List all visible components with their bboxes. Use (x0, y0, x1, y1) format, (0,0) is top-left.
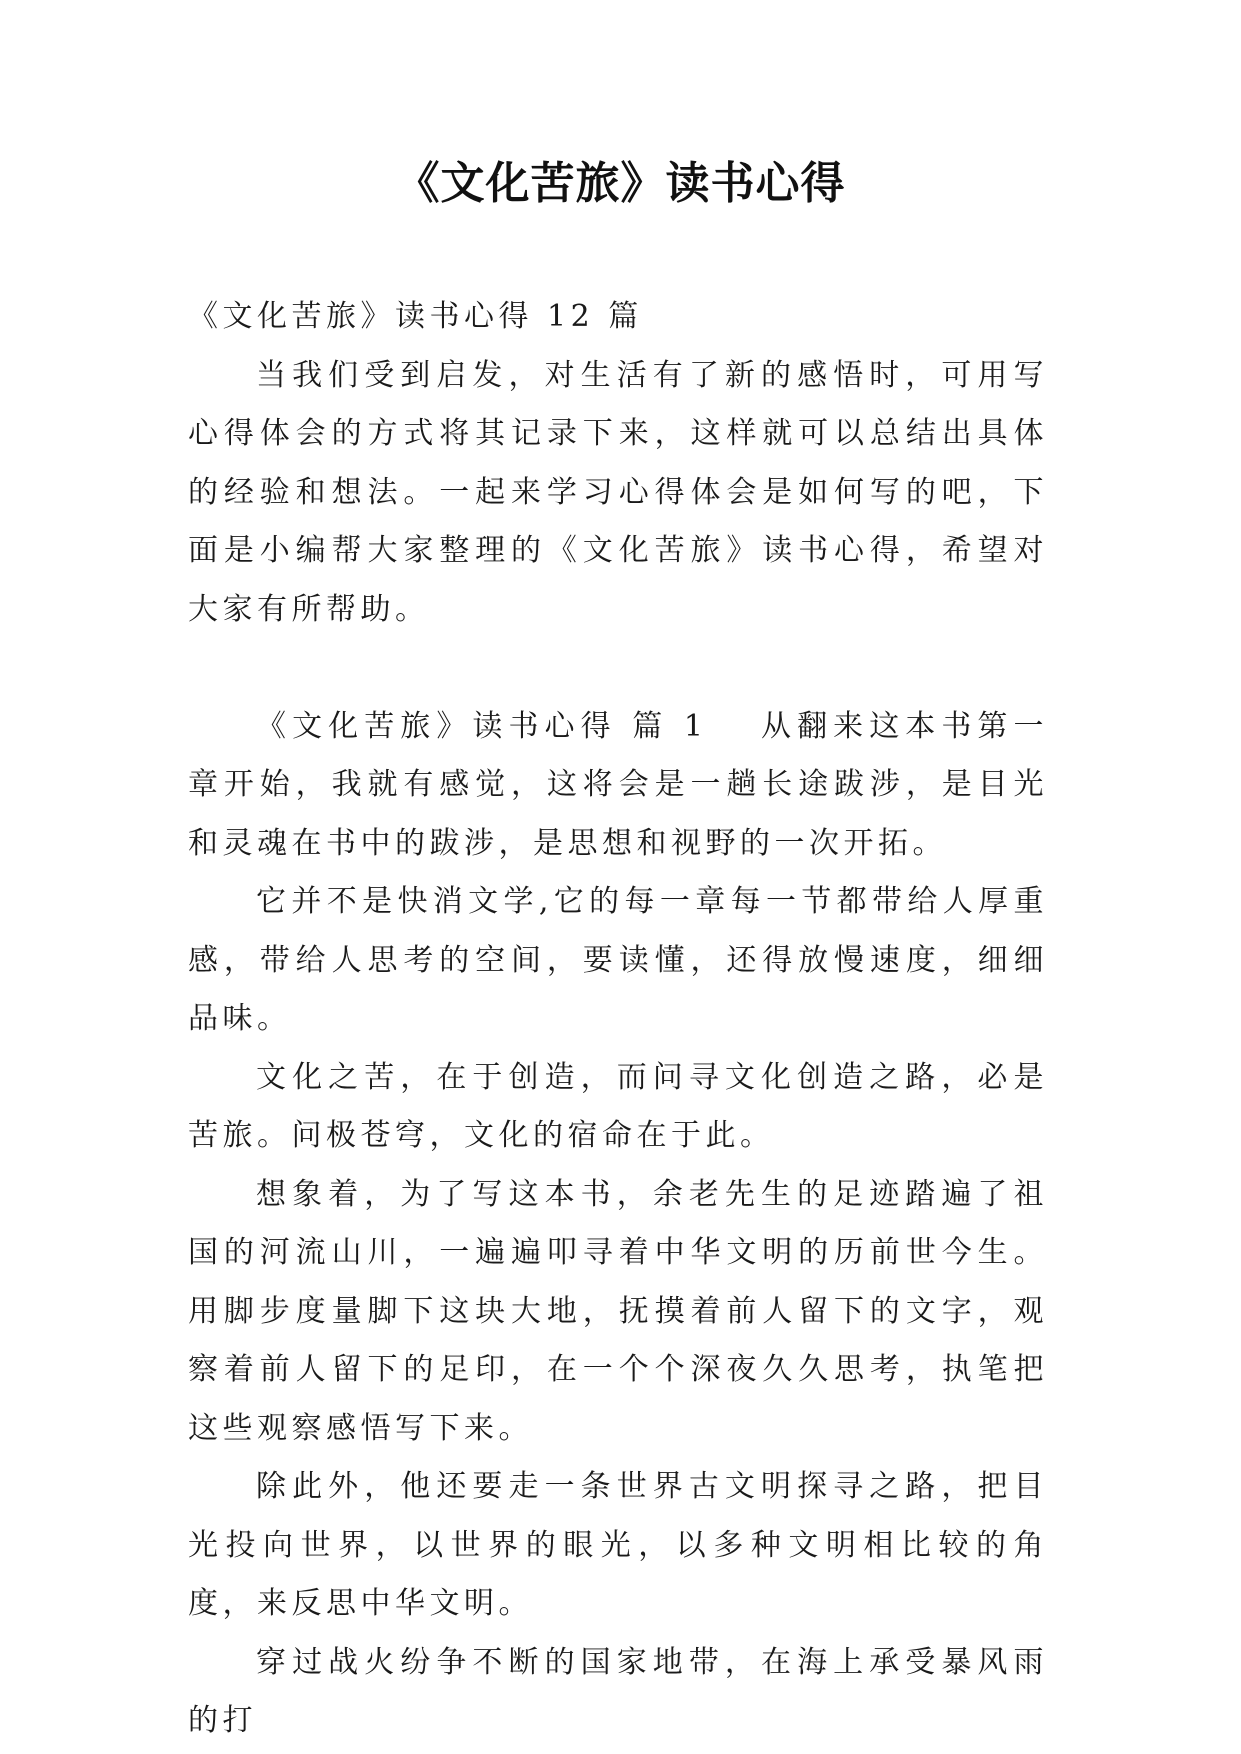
body-paragraph: 它并不是快消文学,它的每一章每一节都带给人厚重感，带给人思考的空间，要读懂，还得放慢速度，细细品味。 (188, 884, 1048, 1036)
document-subtitle: 《文化苦旅》读书心得 12 篇 (188, 299, 643, 334)
intro-paragraph: 当我们受到启发，对生活有了新的感悟时，可用写心得体会的方式将其记录下来，这样就可以总结出具体的经验和想法。一起来学习心得体会是如何写的吧，下面是小编帮大家整理的《文化苦旅》读书心得，希望对大家有所帮助。 (188, 357, 1048, 627)
section-1-label: 《文化苦旅》读书心得 篇 1 (256, 708, 708, 744)
body-paragraph: 文化之苦，在于创造，而问寻文化创造之路，必是苦旅。问极苍穹，文化的宿命在于此。 (188, 1059, 1048, 1153)
section-1-first-paragraph: 从翻来这本书第一章开始，我就有感觉，这将会是一趟长途跋涉，是目光和灵魂在书中的跋涉，是思想和视野的一次开拓。 (188, 708, 1048, 861)
document-title: 《文化苦旅》读书心得 (395, 158, 846, 209)
body-paragraph: 除此外，他还要走一条世界古文明探寻之路，把目光投向世界，以世界的眼光，以多种文明相比较的角度，来反思中华文明。 (188, 1469, 1048, 1621)
section-1-paragraph (188, 698, 1048, 874)
document-body (188, 288, 1048, 1751)
paragraph-spacer (188, 639, 1048, 698)
body-paragraph: 穿过战火纷争不断的国家地带，在海上承受暴风雨的打 (188, 1644, 1048, 1738)
body-paragraph: 想象着，为了写这本书，余老先生的足迹踏遍了祖国的河流山川，一遍遍叩寻着中华文明的历前世今生。用脚步度量脚下这块大地，抚摸着前人留下的文字，观察着前人留下的足印，在一个个深夜久久思考，执笔把这些观察感悟写下来。 (188, 1176, 1048, 1446)
